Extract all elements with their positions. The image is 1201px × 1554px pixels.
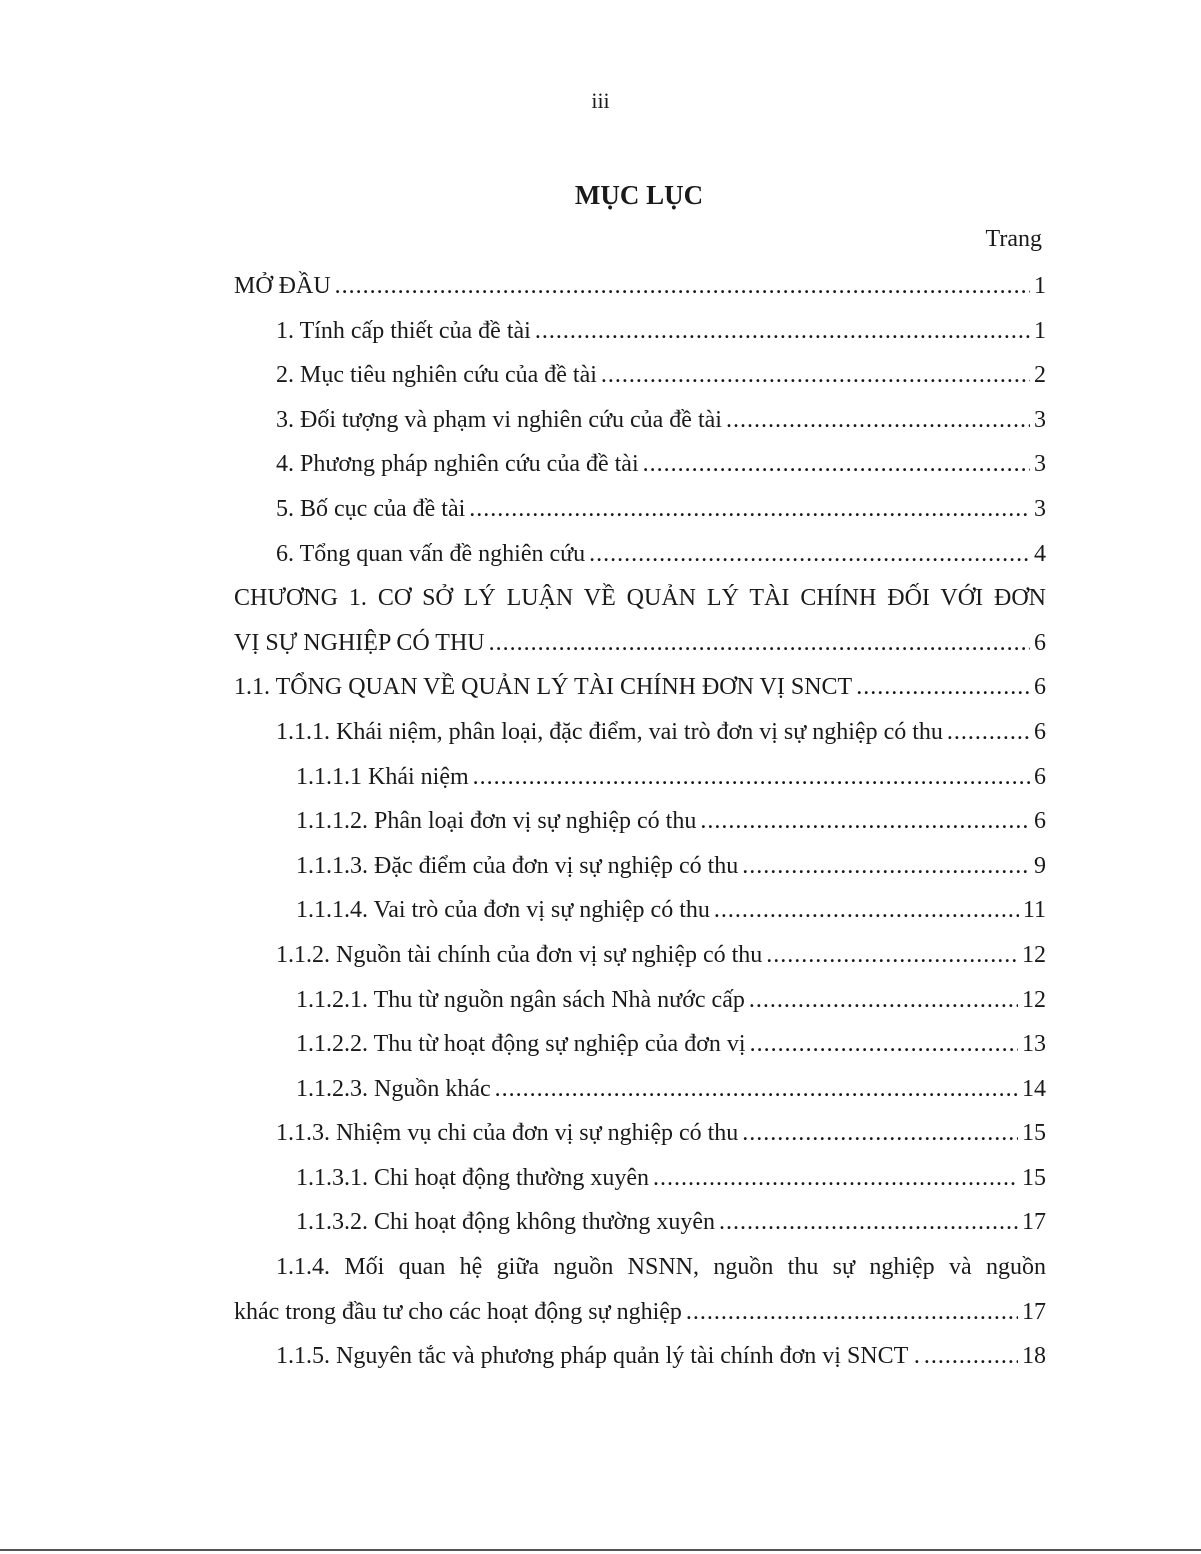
toc-entry-text: 1.1.4. Mối quan hệ giữa nguồn NSNN, nguồn thu sự nghiệp và nguồn xyxy=(276,1254,1046,1281)
toc-entry[interactable] xyxy=(234,799,1046,844)
toc-entry-text-continued: khác trong đầu tư cho các hoạt động sự nghiệp xyxy=(234,1298,682,1325)
dot-leader xyxy=(750,1022,1018,1067)
toc-entry-text: 1.1.2. Nguồn tài chính của đơn vị sự nghiệp có thu xyxy=(276,941,763,968)
dot-leader xyxy=(489,621,1030,666)
dot-leader xyxy=(495,1067,1018,1112)
toc-entry-page: 3 xyxy=(1034,495,1046,522)
toc-entry-page: 11 xyxy=(1022,897,1046,924)
toc-entry-text: 1.1.3.2. Chi hoạt động không thường xuyên xyxy=(296,1209,716,1236)
toc-entry[interactable] xyxy=(234,710,1046,755)
dot-leader xyxy=(700,799,1030,844)
toc-entry-text: 1.1.1.1 Khái niệm xyxy=(296,763,469,790)
toc-entry[interactable] xyxy=(234,1334,1046,1379)
dot-leader xyxy=(473,755,1030,800)
toc-entry[interactable] xyxy=(234,309,1046,354)
page-title: MỤC LỤC xyxy=(574,180,704,210)
toc-entry[interactable] xyxy=(234,1022,1046,1067)
toc-entry-page: 4 xyxy=(1034,540,1046,567)
dot-leader xyxy=(742,1111,1018,1156)
toc-entry[interactable] xyxy=(234,933,1046,978)
toc-entry-text: 1.1.1.3. Đặc điểm của đơn vị sự nghiệp có thu xyxy=(296,852,739,879)
toc-entry-text: 1.1. TỔNG QUAN VỀ QUẢN LÝ TÀI CHÍNH ĐƠN VỊ SNCT xyxy=(234,674,853,701)
toc-entry-page: 12 xyxy=(1022,986,1046,1013)
toc-entry-text: 1.1.2.3. Nguồn khác xyxy=(296,1075,491,1102)
dot-leader xyxy=(749,978,1018,1023)
dot-leader xyxy=(653,1156,1018,1201)
toc-entry[interactable] xyxy=(234,665,1046,710)
toc-entry-page: 13 xyxy=(1022,1031,1046,1058)
toc-entry[interactable] xyxy=(234,264,1046,309)
toc-entry[interactable] xyxy=(234,888,1046,933)
toc-entry-text: 4. Phương pháp nghiên cứu của đề tài xyxy=(276,451,639,478)
toc-entry-text: 3. Đối tượng và phạm vi nghiên cứu của đề tài xyxy=(276,406,722,433)
dot-leader xyxy=(469,487,1030,532)
toc-entry-page: 12 xyxy=(1022,941,1046,968)
bottom-edge-line xyxy=(0,1549,1201,1551)
toc-entry[interactable] xyxy=(234,1111,1046,1156)
table-of-contents xyxy=(234,264,1046,1379)
toc-entry-first-line[interactable] xyxy=(234,576,1046,621)
toc-entry[interactable] xyxy=(234,487,1046,532)
dot-leader xyxy=(924,1334,1018,1379)
toc-entry[interactable] xyxy=(234,442,1046,487)
toc-entry-page: 6 xyxy=(1034,808,1046,835)
dot-leader xyxy=(766,933,1018,978)
toc-entry[interactable] xyxy=(234,398,1046,443)
toc-entry-text: 1.1.3. Nhiệm vụ chi của đơn vị sự nghiệp có thu xyxy=(276,1120,739,1147)
toc-entry[interactable] xyxy=(234,353,1046,398)
toc-entry-page: 3 xyxy=(1034,406,1046,433)
toc-entry-page: 1 xyxy=(1034,317,1046,344)
toc-entry[interactable] xyxy=(234,621,1046,666)
dot-leader xyxy=(643,442,1030,487)
toc-entry[interactable] xyxy=(234,1290,1046,1335)
page-column-label: Trang xyxy=(985,226,1042,252)
toc-entry-page: 15 xyxy=(1022,1120,1046,1147)
toc-entry-text: 2. Mục tiêu nghiên cứu của đề tài xyxy=(276,362,597,389)
toc-entry[interactable] xyxy=(234,844,1046,889)
toc-entry-text: 1.1.1.2. Phân loại đơn vị sự nghiệp có thu xyxy=(296,808,697,835)
toc-entry-text: 1.1.1. Khái niệm, phân loại, đặc điểm, vai trò đơn vị sự nghiệp có thu xyxy=(276,718,943,745)
dot-leader xyxy=(601,353,1030,398)
toc-entry[interactable] xyxy=(234,532,1046,577)
toc-entry-text-continued: VỊ SỰ NGHIỆP CÓ THU xyxy=(234,629,485,656)
toc-entry-page: 14 xyxy=(1022,1075,1046,1102)
toc-entry-page: 1 xyxy=(1034,273,1046,299)
dot-leader xyxy=(742,844,1030,889)
toc-entry-page: 3 xyxy=(1034,451,1046,478)
toc-entry[interactable] xyxy=(234,755,1046,800)
toc-entry-page: 9 xyxy=(1034,852,1046,879)
toc-entry[interactable] xyxy=(234,1200,1046,1245)
toc-entry-text: 1.1.2.2. Thu từ hoạt động sự nghiệp của đơn vị xyxy=(296,1031,746,1058)
page-number: iii xyxy=(591,88,610,113)
toc-entry[interactable] xyxy=(234,978,1046,1023)
toc-entry-page: 15 xyxy=(1022,1164,1046,1191)
toc-entry-page: 17 xyxy=(1022,1209,1046,1236)
toc-entry-text: 1.1.3.1. Chi hoạt động thường xuyên xyxy=(296,1164,650,1191)
toc-entry-page: 17 xyxy=(1022,1298,1046,1325)
toc-entry[interactable] xyxy=(234,1156,1046,1201)
dot-leader xyxy=(714,888,1019,933)
toc-entry-page: 6 xyxy=(1034,718,1046,745)
toc-entry-text: 5. Bố cục của đề tài xyxy=(276,495,466,522)
dot-leader xyxy=(947,710,1030,755)
dot-leader xyxy=(856,665,1030,710)
dot-leader xyxy=(589,532,1030,577)
dot-leader xyxy=(719,1200,1018,1245)
toc-entry-page: 6 xyxy=(1034,674,1046,701)
toc-entry-page: 6 xyxy=(1034,763,1046,790)
dot-leader xyxy=(535,309,1030,354)
dot-leader xyxy=(686,1290,1018,1335)
toc-entry-text: 1.1.1.4. Vai trò của đơn vị sự nghiệp có thu xyxy=(296,897,710,924)
toc-entry[interactable] xyxy=(234,1067,1046,1112)
toc-entry-text: MỞ ĐẦU xyxy=(234,273,331,299)
toc-entry-text: 1.1.2.1. Thu từ nguồn ngân sách Nhà nước cấp xyxy=(296,986,745,1013)
toc-entry-page: 6 xyxy=(1034,629,1046,656)
toc-entry-page: 18 xyxy=(1022,1343,1046,1370)
toc-entry-text: CHƯƠNG 1. CƠ SỞ LÝ LUẬN VỀ QUẢN LÝ TÀI CHÍNH ĐỐI VỚI ĐƠN xyxy=(234,585,1046,612)
toc-entry-first-line[interactable] xyxy=(234,1245,1046,1290)
toc-entry-text: 1.1.5. Nguyên tắc và phương pháp quản lý tài chính đơn vị SNCT . xyxy=(276,1343,920,1370)
dot-leader xyxy=(335,264,1030,309)
toc-entry-text: 1. Tính cấp thiết của đề tài xyxy=(276,317,531,344)
toc-entry-text: 6. Tổng quan vấn đề nghiên cứu xyxy=(276,540,586,567)
toc-entry-page: 2 xyxy=(1034,362,1046,389)
dot-leader xyxy=(726,398,1030,443)
